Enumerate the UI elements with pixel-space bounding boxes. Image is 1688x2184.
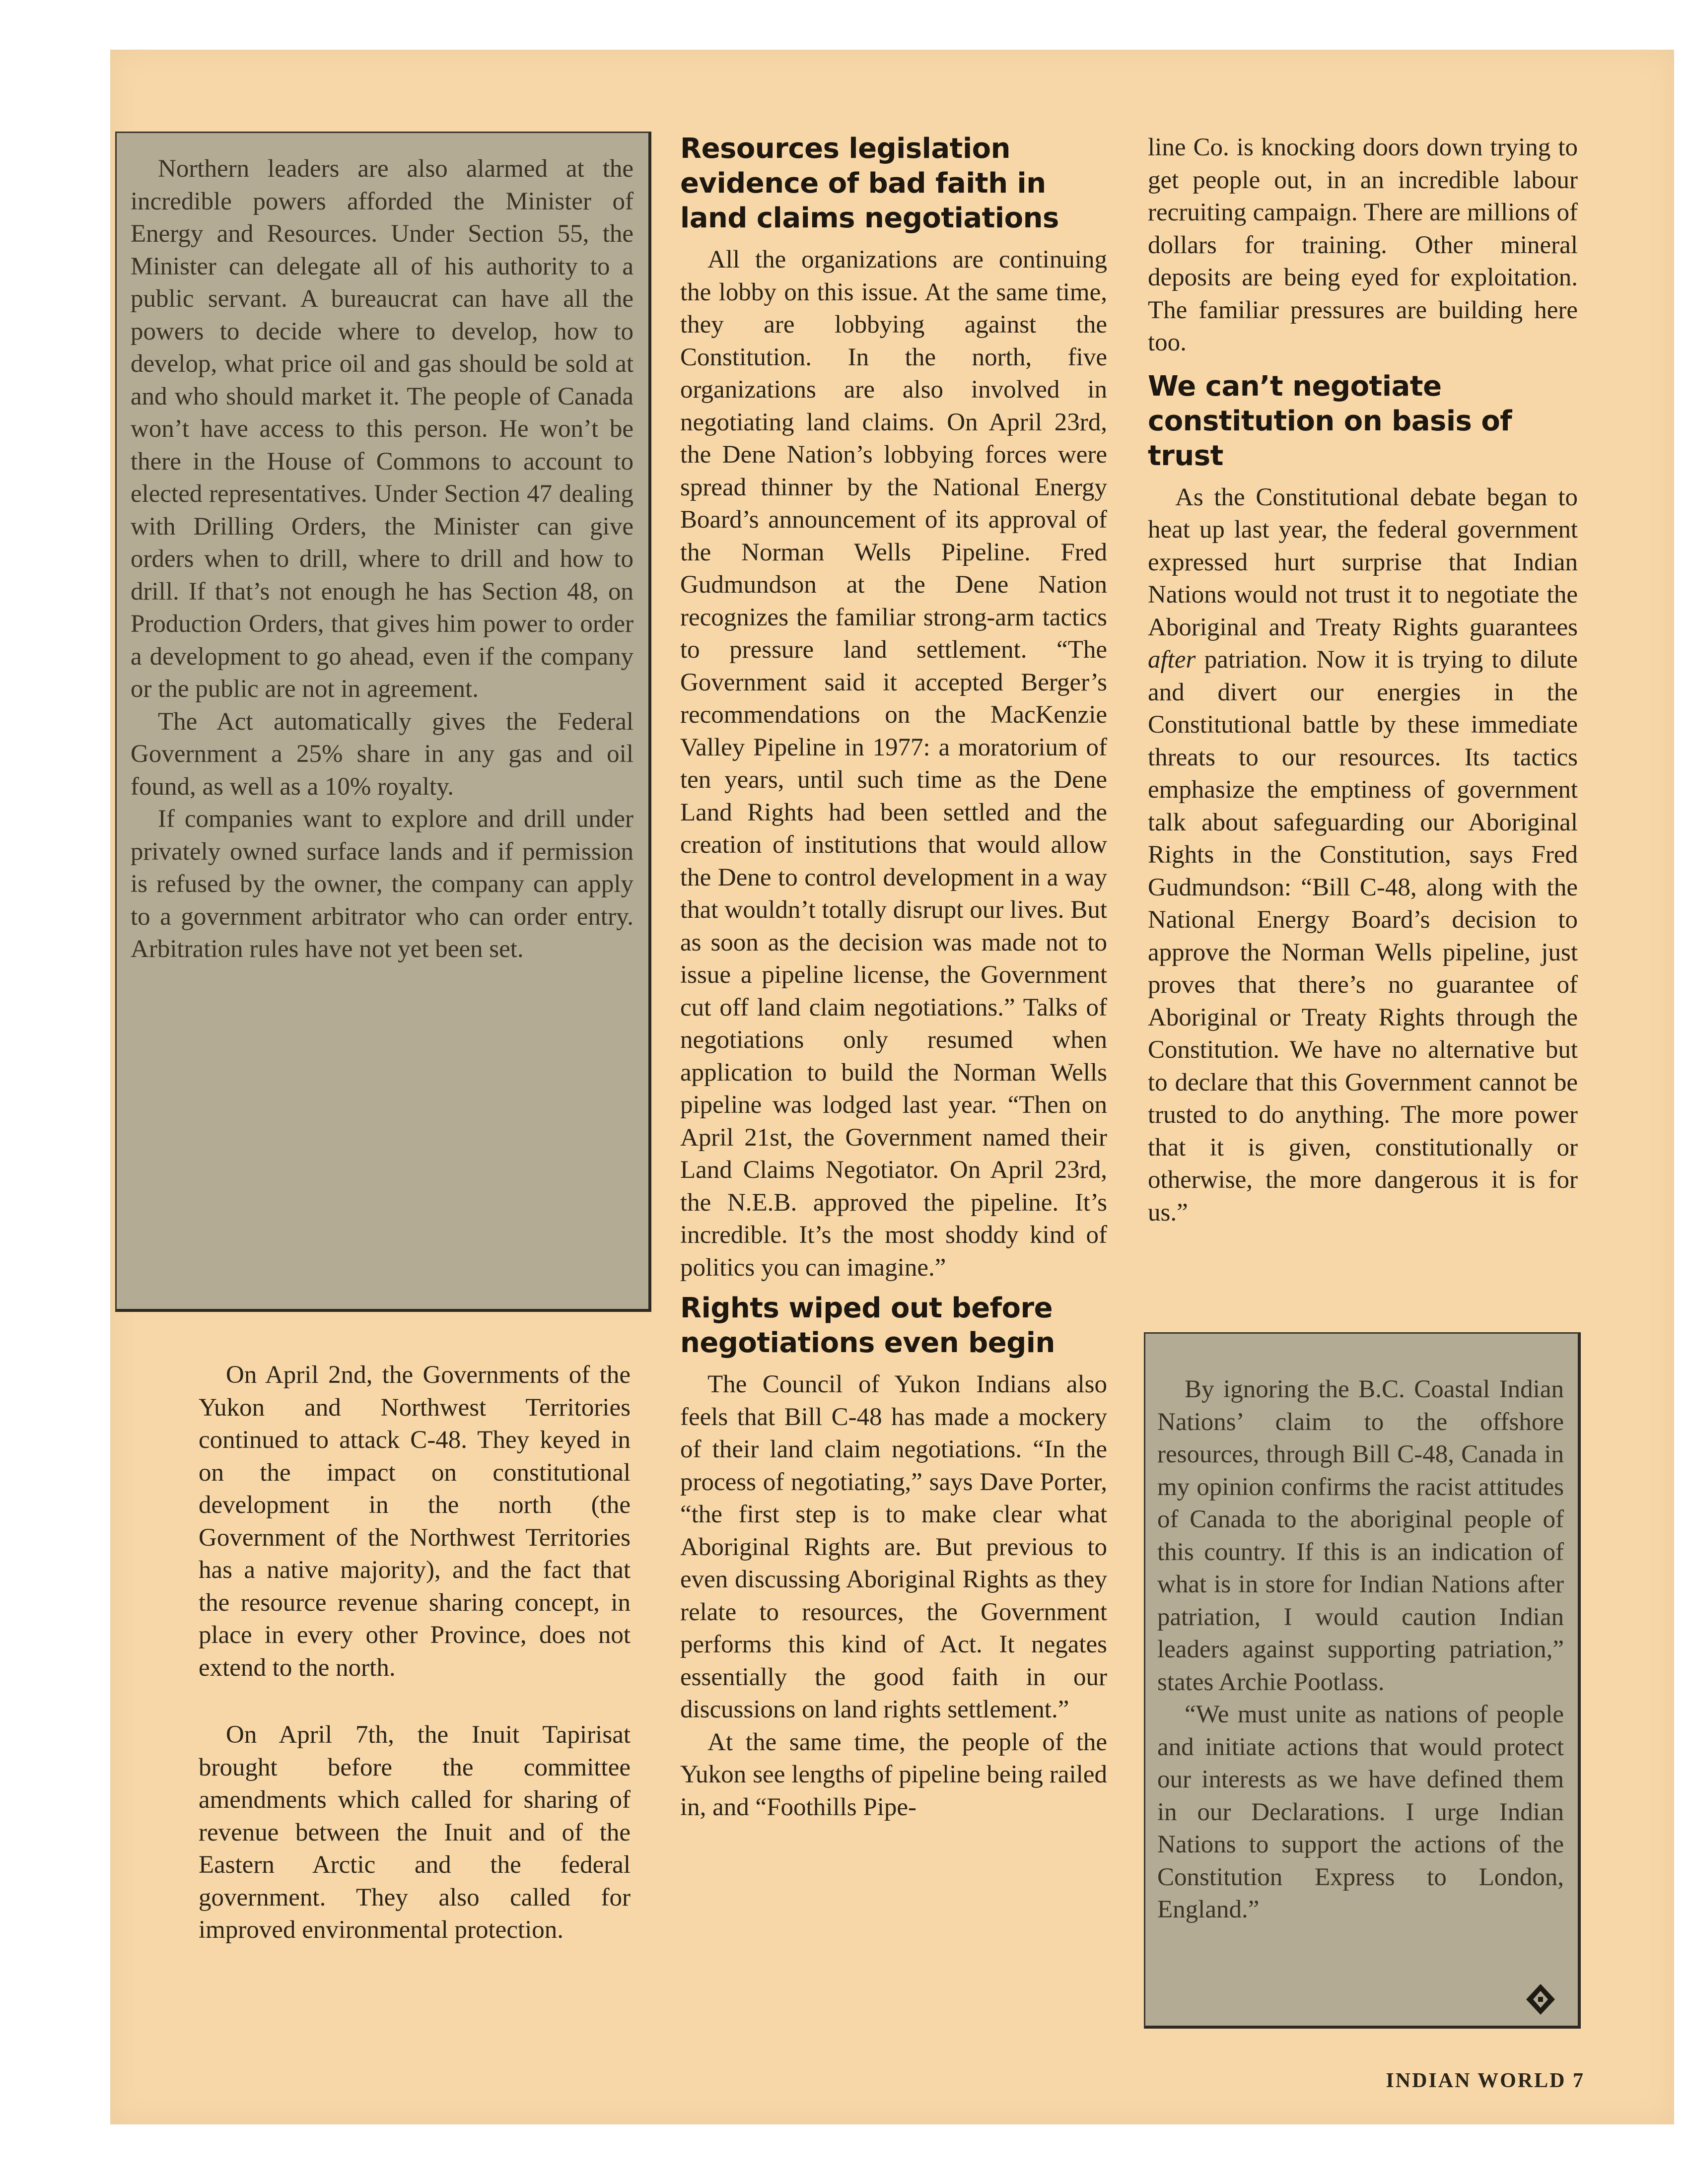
middle-column — [680, 132, 1107, 1824]
body-paragraph: At the same time, the people of the Yukon see lengths of pipeline being railed in, and “Foothills Pipe- — [680, 1728, 1107, 1821]
box-paragraph: Northern leaders are also alarmed at the incredible powers afforded the Minister of Energy and Resources. Under Section 55, the Minister can delegate all of his authority to a public servant. A bureaucrat can have all the powers to decide where to develop, how to develop, what price oil and gas should be sold at and who should market it. The people of Canada won’t have access to this person. He won’t be there in the House of Commons to account to elected representatives. Under Section 47 dealing with Drilling Orders, the Minister can give orders when to drill, where to drill and how to drill. If that’s not enough he has Section 48, on Production Orders, that gives him power to order a development to go ahead, even if the company or the public are not in agreement. — [131, 155, 633, 703]
body-paragraph — [1148, 481, 1578, 1229]
body-paragraph: All the organizations are continuing the lobby on this issue. At the same time, they are lobbying against the Constitution. In the north, five organizations are also involved in negotiating land claims. On April 23rd, the Dene Nation’s lobbying forces were spread thinner by the National Energy Board’s announcement of its approval of the Norman Wells Pipeline. Fred Gudmundson at the Dene Nation recognizes the familiar strong-arm tactics to pressure land settlement. “The Government said it accepted Berger’s recommendations on the MacKenzie Valley Pipeline in 1977: a moratorium of ten years, until such time as the Dene Land Rights had been settled and the creation of institutions that would allow the Dene to control development in a way that wouldn’t totally disrupt our lives. But as soon as the decision was made not to issue a pipeline license, the Government cut off land claim negotiations.” Talks of negotiations only resumed when application to build the Norman Wells pipeline was lodged last year. “Then on April 21st, the Government named their Land Claims Negotiator. On April 23rd, the N.E.B. approved the pipeline. It’s incredible. It’s the most shoddy kind of politics you can imagine.” — [680, 246, 1107, 1282]
right-column — [1148, 132, 1578, 1229]
page-footer: INDIAN WORLD 7 — [1386, 2069, 1585, 2092]
emphasis-text: after — [1148, 646, 1196, 674]
body-paragraph: The Council of Yukon Indians also feels that Bill C-48 has made a mockery of their land claim negotiations. “In the process of negotiating,” says Dave Porter, “the first step is to make clear what Aboriginal Rights are. But previous to even discussing Aboriginal Rights as they relate to resources, the Government performs this kind of Act. It negates essentially the good faith in our discussions on land rights settlement.” — [680, 1370, 1107, 1723]
body-paragraph: On April 2nd, the Governments of the Yukon and Northwest Territories continued to attack C-48. They keyed in on the impact on constitutional development in the north (the Government of the Northwest Territories has a native majority), and the fact that the resource revenue sharing concept, in place in every other Province, does not extend to the north. — [199, 1361, 631, 1682]
left-column — [199, 1359, 631, 1947]
text-run: As the Constitutional debate began to heat up last year, the federal government expressed hurt surprise that Indian Nations would not trust it to negotiate the Aboriginal and Treaty Rights guarantees — [1148, 483, 1578, 641]
section-heading: We can’t negotiate constitution on basis of trust — [1148, 370, 1512, 472]
box-paragraph: The Act automatically gives the Federal Government a 25% share in any gas and oil found, as well as a 10% royalty. — [131, 707, 633, 801]
box-paragraph: By ignoring the B.C. Coastal Indian Nations’ claim to the offshore resources, through Bill C-48, Canada in my opinion confirms the racist attitudes of Canada to the aboriginal people of this country. If this is an indication of what is in store for Indian Nations after patriation, I would caution Indian leaders against supporting patriation,” states Archie Pootlass. — [1157, 1375, 1564, 1696]
magazine-page — [110, 50, 1674, 2124]
text-run: patriation. Now it is trying to dilute and divert our energies in the Constitutional battle by these immediate threats to our resources. Its tactics emphasize the emptiness of government talk about safeguarding our Aboriginal Rights in the Constitution, says Fred Gudmundson: “Bill C-48, along with the National Energy Board’s decision to approve the Norman Wells pipeline, just proves that there’s no guarantee of Aboriginal or Treaty Rights through the Constitution. We have no alternative but to declare that this Government cannot be trusted to do anything. The more power that it is given, constitutionally or otherwise, the more dangerous it is for us.” — [1148, 646, 1578, 1227]
body-paragraph: On April 7th, the Inuit Tapirisat brought before the committee amendments which called for sharing of revenue between the Inuit and of the Eastern Arctic and the federal government. They also called for improved environmental protection. — [199, 1721, 631, 1944]
diamond-end-mark-icon — [1523, 1982, 1558, 2017]
section-heading: Resources legislation evidence of bad faith in land claims negotiations — [680, 133, 1059, 234]
right-quote-box — [1144, 1332, 1581, 2029]
body-paragraph: line Co. is knocking doors down trying to get people out, in an incredible labour recruiting campaign. There are millions of dollars for training. Other mineral deposits are being eyed for exploitation. The familiar pressures are building here too. — [1148, 134, 1578, 356]
box-paragraph: “We must unite as nations of people and initiate actions that would protect our interests as we have defined them in our Declarations. I urge Indian Nations to support the actions of the Constitution Express to London, England.” — [1157, 1701, 1564, 1923]
section-heading: Rights wiped out before negotiations even begin — [680, 1292, 1055, 1359]
left-sidebar-box — [115, 132, 651, 1312]
box-paragraph: If companies want to explore and drill under privately owned surface lands and if permission is refused by the owner, the company can apply to a government arbitrator who can order entry. Arbitration rules have not yet been set. — [131, 805, 633, 963]
